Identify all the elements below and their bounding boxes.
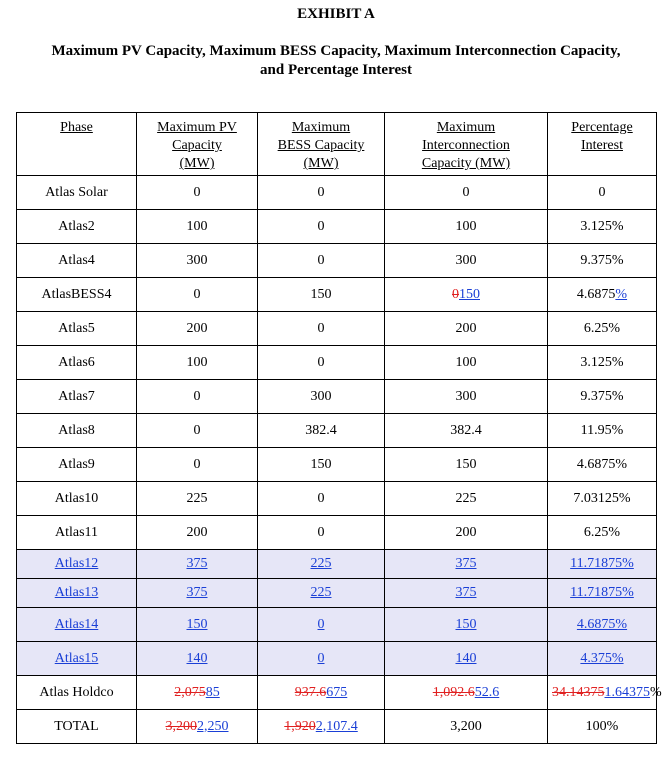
cell-pv — [137, 676, 258, 710]
cell-percentage: 9.375% — [548, 380, 657, 414]
cell-phase — [17, 642, 137, 676]
table-row — [17, 244, 657, 278]
cell-pv: 300 — [137, 244, 258, 278]
cell-pv — [137, 579, 258, 608]
cell-interconnection — [385, 642, 548, 676]
table-row — [17, 380, 657, 414]
table-row-total — [17, 710, 657, 744]
deleted-text: 1,092.6 — [432, 684, 475, 700]
inserted-text[interactable]: 150 — [186, 616, 208, 632]
table-header-row — [17, 113, 657, 176]
header-bess-capacity: Maximum BESS Capacity (MW) — [258, 113, 385, 176]
cell-percentage: 6.25% — [548, 516, 657, 550]
cell-phase — [17, 579, 137, 608]
cell-phase: Atlas5 — [17, 312, 137, 346]
percentage-value: 4.6875 — [576, 286, 616, 302]
inserted-text[interactable]: 225 — [310, 585, 332, 600]
cell-bess — [258, 642, 385, 676]
table-row-inserted — [17, 642, 657, 676]
cell-percentage — [548, 676, 662, 710]
inserted-text[interactable]: 0 — [317, 616, 325, 632]
inserted-text[interactable]: 52.6 — [474, 684, 500, 700]
cell-percentage: 3.125% — [548, 346, 657, 380]
cell-phase: TOTAL — [17, 710, 137, 744]
table-row — [17, 210, 657, 244]
table-row-holdco — [17, 676, 657, 710]
cell-interconnection: 100 — [385, 210, 548, 244]
cell-interconnection: 300 — [385, 244, 548, 278]
cell-phase: Atlas Holdco — [17, 676, 137, 710]
cell-phase — [17, 608, 137, 642]
cell-bess: 0 — [258, 176, 385, 210]
cell-pv: 0 — [137, 278, 258, 312]
subtitle-line-2: and Percentage Interest — [260, 62, 412, 78]
cell-phase — [17, 550, 137, 579]
cell-interconnection: 200 — [385, 516, 548, 550]
cell-percentage: 6.25% — [548, 312, 657, 346]
cell-bess: 150 — [258, 448, 385, 482]
inserted-text[interactable]: 375 — [455, 556, 477, 571]
inserted-text[interactable]: 675 — [326, 684, 348, 700]
exhibit-title: EXHIBIT A — [297, 6, 375, 22]
inserted-text[interactable]: 85 — [205, 684, 220, 700]
cell-pv: 0 — [137, 176, 258, 210]
table-row — [17, 312, 657, 346]
cell-bess: 0 — [258, 482, 385, 516]
table-row — [17, 176, 657, 210]
cell-percentage: 4.6875% — [548, 448, 657, 482]
cell-percentage — [548, 579, 657, 608]
cell-pv: 100 — [137, 346, 258, 380]
table-row — [17, 414, 657, 448]
cell-interconnection: 200 — [385, 312, 548, 346]
inserted-text[interactable]: 0 — [317, 650, 325, 666]
header-percentage-interest: Percentage Interest — [548, 113, 657, 176]
inserted-text[interactable]: 375 — [186, 585, 208, 600]
cell-pv: 0 — [137, 448, 258, 482]
deleted-text: 0 — [452, 286, 459, 302]
cell-interconnection — [385, 550, 548, 579]
percent-sign: % — [650, 684, 662, 700]
inserted-text[interactable]: Atlas14 — [54, 616, 99, 632]
inserted-text[interactable]: 150 — [455, 616, 477, 632]
cell-interconnection: 300 — [385, 380, 548, 414]
inserted-text[interactable]: 225 — [310, 556, 332, 571]
inserted-text[interactable]: 150 — [459, 286, 480, 302]
inserted-text[interactable]: % — [615, 286, 628, 302]
inserted-text[interactable]: Atlas13 — [54, 585, 99, 600]
inserted-text[interactable]: Atlas15 — [54, 650, 99, 666]
inserted-text[interactable]: Atlas12 — [54, 556, 99, 571]
deleted-text: 1,920 — [284, 718, 316, 734]
table-row-inserted — [17, 579, 657, 608]
inserted-text[interactable]: 4.6875% — [576, 616, 628, 632]
cell-percentage: 11.95% — [548, 414, 657, 448]
cell-phase: Atlas2 — [17, 210, 137, 244]
header-interconnection-capacity: Maximum Interconnection Capacity (MW) — [385, 113, 548, 176]
cell-phase: Atlas8 — [17, 414, 137, 448]
cell-phase: Atlas9 — [17, 448, 137, 482]
inserted-text[interactable]: 375 — [455, 585, 477, 600]
inserted-text[interactable]: 140 — [455, 650, 477, 666]
cell-pv: 200 — [137, 312, 258, 346]
cell-pv — [137, 642, 258, 676]
inserted-text[interactable]: 2,250 — [197, 718, 229, 734]
cell-pv: 0 — [137, 414, 258, 448]
header-phase: Phase — [17, 113, 137, 176]
header-pv-capacity: Maximum PV Capacity (MW) — [137, 113, 258, 176]
cell-percentage — [548, 608, 657, 642]
cell-phase: Atlas11 — [17, 516, 137, 550]
inserted-text[interactable]: 11.71875% — [570, 585, 634, 600]
inserted-text[interactable]: 11.71875% — [570, 556, 634, 571]
table-row-inserted — [17, 608, 657, 642]
cell-bess: 0 — [258, 244, 385, 278]
cell-phase: Atlas Solar — [17, 176, 137, 210]
cell-interconnection — [385, 676, 548, 710]
cell-percentage: 100% — [548, 710, 657, 744]
table-row — [17, 278, 657, 312]
cell-interconnection — [385, 608, 548, 642]
cell-bess: 382.4 — [258, 414, 385, 448]
cell-bess: 0 — [258, 346, 385, 380]
cell-phase: AtlasBESS4 — [17, 278, 137, 312]
cell-phase: Atlas6 — [17, 346, 137, 380]
table-row — [17, 482, 657, 516]
cell-percentage — [548, 642, 657, 676]
cell-interconnection: 225 — [385, 482, 548, 516]
cell-interconnection — [385, 579, 548, 608]
subtitle-line-1: Maximum PV Capacity, Maximum BESS Capacity, Maximum Interconnection Capacity, — [51, 43, 621, 59]
cell-interconnection: 3,200 — [385, 710, 548, 744]
cell-percentage — [548, 278, 657, 312]
cell-pv: 0 — [137, 380, 258, 414]
cell-bess: 0 — [258, 516, 385, 550]
table-row — [17, 448, 657, 482]
cell-bess — [258, 710, 385, 744]
cell-bess — [258, 608, 385, 642]
cell-interconnection: 150 — [385, 448, 548, 482]
table-row-inserted — [17, 550, 657, 579]
inserted-text[interactable]: 375 — [186, 556, 208, 571]
table-row — [17, 346, 657, 380]
cell-interconnection — [385, 278, 548, 312]
cell-bess: 0 — [258, 210, 385, 244]
cell-phase: Atlas10 — [17, 482, 137, 516]
cell-percentage: 9.375% — [548, 244, 657, 278]
cell-phase: Atlas7 — [17, 380, 137, 414]
cell-phase: Atlas4 — [17, 244, 137, 278]
cell-bess: 0 — [258, 312, 385, 346]
cell-bess: 150 — [258, 278, 385, 312]
cell-pv — [137, 608, 258, 642]
inserted-text[interactable]: 4.375% — [580, 650, 624, 666]
deleted-text: 937.6 — [294, 684, 327, 700]
cell-pv: 100 — [137, 210, 258, 244]
cell-bess — [258, 676, 385, 710]
cell-pv — [137, 550, 258, 579]
inserted-text[interactable]: 2,107.4 — [315, 718, 358, 734]
cell-interconnection: 100 — [385, 346, 548, 380]
cell-bess — [258, 550, 385, 579]
inserted-text[interactable]: 1.64375 — [604, 684, 650, 700]
cell-pv — [137, 710, 258, 744]
cell-interconnection: 0 — [385, 176, 548, 210]
cell-pv: 225 — [137, 482, 258, 516]
cell-bess — [258, 579, 385, 608]
table-row — [17, 516, 657, 550]
capacity-table — [16, 112, 662, 744]
cell-percentage: 3.125% — [548, 210, 657, 244]
cell-percentage: 7.03125% — [548, 482, 657, 516]
cell-bess: 300 — [258, 380, 385, 414]
cell-percentage — [548, 550, 657, 579]
inserted-text[interactable]: 140 — [186, 650, 208, 666]
cell-pv: 200 — [137, 516, 258, 550]
deleted-text: 34.14375 — [552, 684, 605, 700]
cell-interconnection: 382.4 — [385, 414, 548, 448]
deleted-text: 3,200 — [165, 718, 197, 734]
cell-percentage: 0 — [548, 176, 657, 210]
exhibit-subtitle — [20, 42, 652, 80]
deleted-text: 2,075 — [174, 684, 206, 700]
